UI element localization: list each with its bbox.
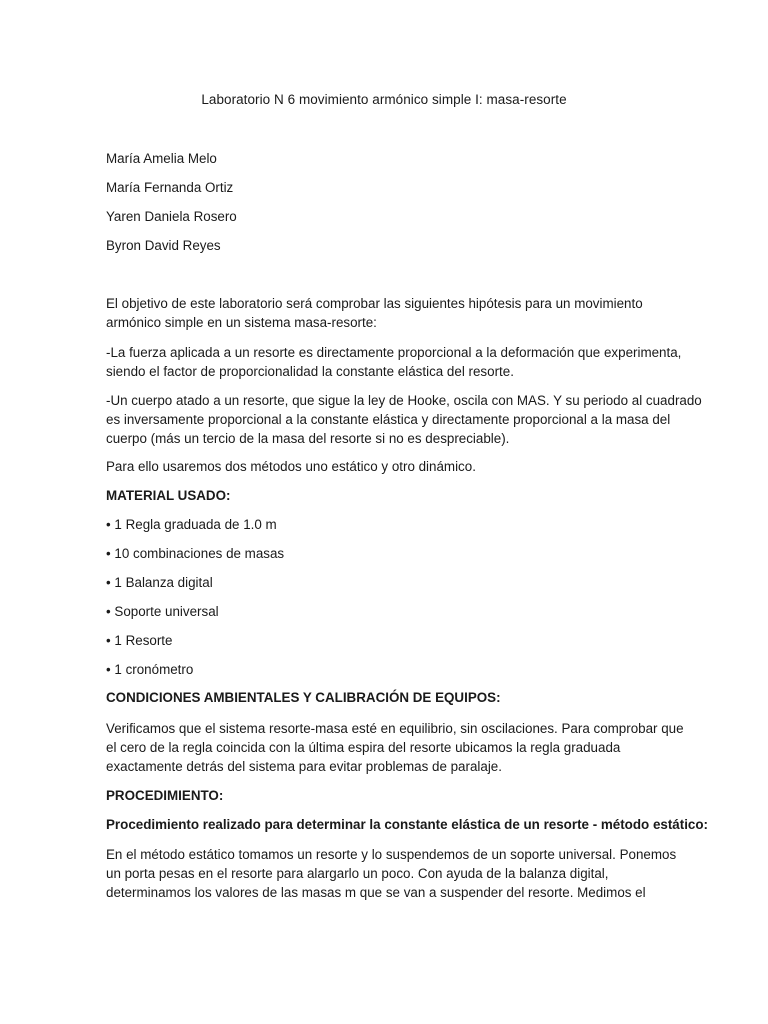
conditions-line-3: exactamente detrás del sistema para evitar problemas de paralaje.	[106, 759, 502, 774]
hypothesis-1-paragraph	[106, 343, 686, 381]
material-item-3: • 1 Balanza digital	[106, 575, 213, 590]
conditions-paragraph	[106, 719, 686, 776]
objective-paragraph	[106, 294, 686, 332]
hypothesis-2-paragraph	[106, 391, 702, 448]
author-2: María Fernanda Ortiz	[106, 180, 234, 195]
conditions-line-2: el cero de la regla coincida con la última espira del resorte ubicamos la regla graduada	[106, 740, 621, 755]
document-title: Laboratorio N 6 movimiento armónico simple I: masa-resorte	[201, 92, 567, 107]
objective-line-2: armónico simple en un sistema masa-resorte:	[106, 315, 377, 330]
author-1: María Amelia Melo	[106, 151, 217, 166]
hypothesis-1-line-1: -La fuerza aplicada a un resorte es directamente proporcional a la deformación que experimenta,	[106, 345, 682, 360]
procedure-line-3: determinamos los valores de las masas m que se van a suspender del resorte. Medimos el	[106, 885, 646, 900]
material-item-6: • 1 cronómetro	[106, 662, 194, 677]
hypothesis-2-line-2: es inversamente proporcional a la constante elástica y directamente proporcional a la masa del	[106, 412, 671, 427]
material-item-5: • 1 Resorte	[106, 633, 173, 648]
objective-line-1: El objetivo de este laboratorio será comprobar las siguientes hipótesis para un movimiento	[106, 296, 643, 311]
procedure-paragraph	[106, 845, 686, 902]
materials-heading: MATERIAL USADO:	[106, 488, 231, 503]
hypothesis-2-line-3: cuerpo (más un tercio de la masa del resorte si no es despreciable).	[106, 431, 510, 446]
procedure-heading: PROCEDIMIENTO:	[106, 788, 224, 803]
methods-intro: Para ello usaremos dos métodos uno estático y otro dinámico.	[106, 459, 476, 474]
procedure-subheading: Procedimiento realizado para determinar la constante elástica de un resorte - método estático:	[106, 817, 709, 832]
author-3: Yaren Daniela Rosero	[106, 209, 237, 224]
procedure-line-1: En el método estático tomamos un resorte y lo suspendemos de un soporte universal. Ponemos	[106, 847, 677, 862]
material-item-4: • Soporte universal	[106, 604, 219, 619]
procedure-line-2: un porta pesas en el resorte para alargarlo un poco. Con ayuda de la balanza digital,	[106, 866, 609, 881]
material-item-2: • 10 combinaciones de masas	[106, 546, 285, 561]
hypothesis-1-line-2: siendo el factor de proporcionalidad la constante elástica del resorte.	[106, 364, 514, 379]
hypothesis-2-line-1: -Un cuerpo atado a un resorte, que sigue la ley de Hooke, oscila con MAS. Y su periodo al cuadrado	[106, 393, 702, 408]
author-4: Byron David Reyes	[106, 238, 221, 253]
material-item-1: • 1 Regla graduada de 1.0 m	[106, 517, 277, 532]
conditions-heading: CONDICIONES AMBIENTALES Y CALIBRACIÓN DE EQUIPOS:	[106, 690, 501, 705]
conditions-line-1: Verificamos que el sistema resorte-masa esté en equilibrio, sin oscilaciones. Para comprobar que	[106, 721, 684, 736]
